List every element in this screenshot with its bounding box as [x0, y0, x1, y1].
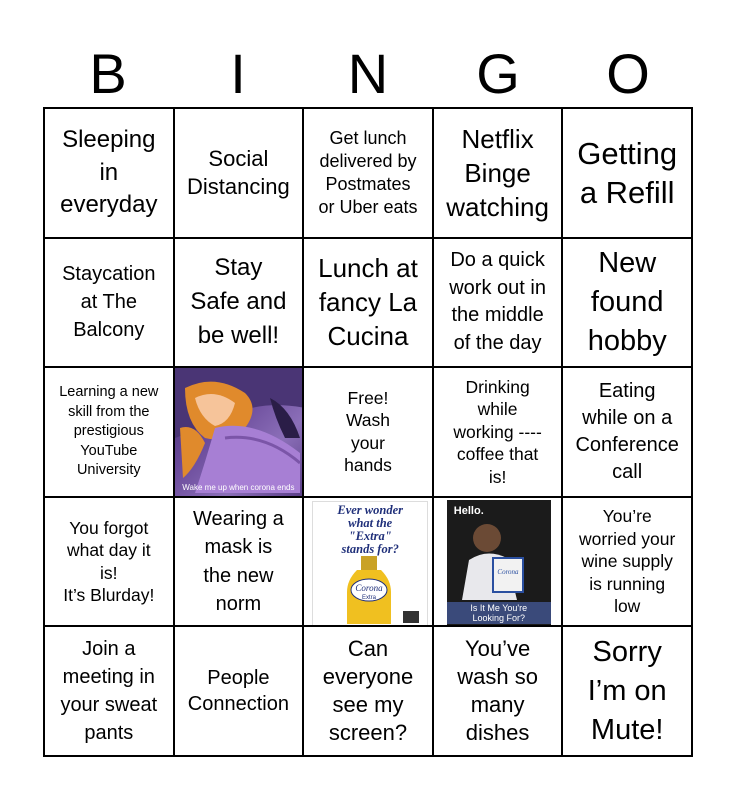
bingo-grid [43, 107, 693, 757]
bingo-cell[interactable] [562, 108, 692, 238]
bingo-cell[interactable] [174, 108, 304, 238]
cell-text: You’ve wash so many dishes [457, 636, 538, 746]
cell-text: You’re worried your wine supply is running low [579, 506, 676, 617]
cell-text: Sorry I’m on Mute! [587, 635, 667, 746]
header-letter-g: G [476, 42, 520, 105]
corona-brand: Corona [355, 582, 383, 593]
bingo-cell[interactable] [562, 238, 692, 368]
corona-question: Ever wonder what the "Extra" stands for? [337, 502, 403, 556]
meme-caption: Wake me up when corona ends [182, 482, 295, 492]
bingo-cell[interactable] [174, 497, 304, 627]
header-letter-i: I [230, 42, 246, 105]
cell-text: Sleeping in everyday [60, 126, 158, 219]
cell-text: Social Distancing [187, 145, 290, 199]
hello-text: Hello. [453, 504, 484, 517]
cell-text: Getting a Refill [577, 135, 678, 210]
cell-text: Drinking while working ---- coffee that is! [453, 376, 542, 487]
bingo-cell[interactable] [303, 238, 433, 368]
hello-brand: Corona [497, 567, 519, 576]
cell-text: Get lunch delivered by Postmates or Uber eats [318, 127, 418, 217]
cell-text: Staycation at The Balcony [62, 263, 156, 342]
cell-text: Wearing a mask is the new norm [192, 507, 284, 616]
corona-beer-image [312, 501, 428, 627]
bingo-cell[interactable] [562, 497, 692, 627]
cell-text: People Connection [187, 667, 289, 716]
bingo-cell[interactable] [433, 367, 563, 497]
cell-text: You forgot what day it is! It’s Blurday! [63, 517, 155, 606]
bingo-cell[interactable] [303, 626, 433, 756]
cell-text: Free! Wash your hands [344, 387, 392, 476]
cell-text: Can everyone see my screen? [322, 636, 414, 746]
cell-text: Netflix Binge watching [446, 123, 549, 222]
bingo-cell[interactable] [433, 238, 563, 368]
header-letter-o: O [606, 42, 650, 105]
bingo-cell[interactable] [174, 238, 304, 368]
cell-text: Eating while on a Conference call [575, 379, 679, 483]
hello-meme-image [447, 500, 551, 626]
cell-text: New found hobby [587, 246, 667, 357]
bingo-cell[interactable] [174, 626, 304, 756]
bingo-cell[interactable] [433, 626, 563, 756]
looking-caption: Is It Me You're Looking For? [447, 602, 551, 624]
bingo-cell-image-meme[interactable] [174, 367, 304, 497]
sleeping-meme-image [175, 368, 303, 496]
cell-text: Lunch at fancy La Cucina [318, 253, 418, 352]
bingo-cell[interactable] [44, 367, 174, 497]
bingo-cell[interactable] [562, 367, 692, 497]
corona-extra: Extra [362, 594, 377, 601]
bingo-cell[interactable] [303, 367, 433, 497]
bingo-cell[interactable] [303, 108, 433, 238]
bingo-cell[interactable] [433, 108, 563, 238]
cell-text: Join a meeting in your sweat pants [60, 638, 158, 745]
bingo-cell-image-corona[interactable] [303, 497, 433, 627]
cell-text: Do a quick work out in the middle of the day [449, 249, 546, 354]
bingo-header [43, 42, 693, 106]
bingo-cell[interactable] [44, 626, 174, 756]
bingo-cell[interactable] [44, 238, 174, 368]
bingo-cell[interactable] [44, 497, 174, 627]
bingo-cell[interactable] [562, 626, 692, 756]
cell-text: Stay Safe and be well! [190, 254, 287, 350]
header-letter-b: B [89, 42, 127, 105]
cell-text: Learning a new skill from the prestigious YouTube University [59, 384, 159, 479]
bingo-cell[interactable] [44, 108, 174, 238]
bingo-cell-image-hello[interactable] [433, 497, 563, 627]
header-letter-n: N [347, 42, 389, 105]
